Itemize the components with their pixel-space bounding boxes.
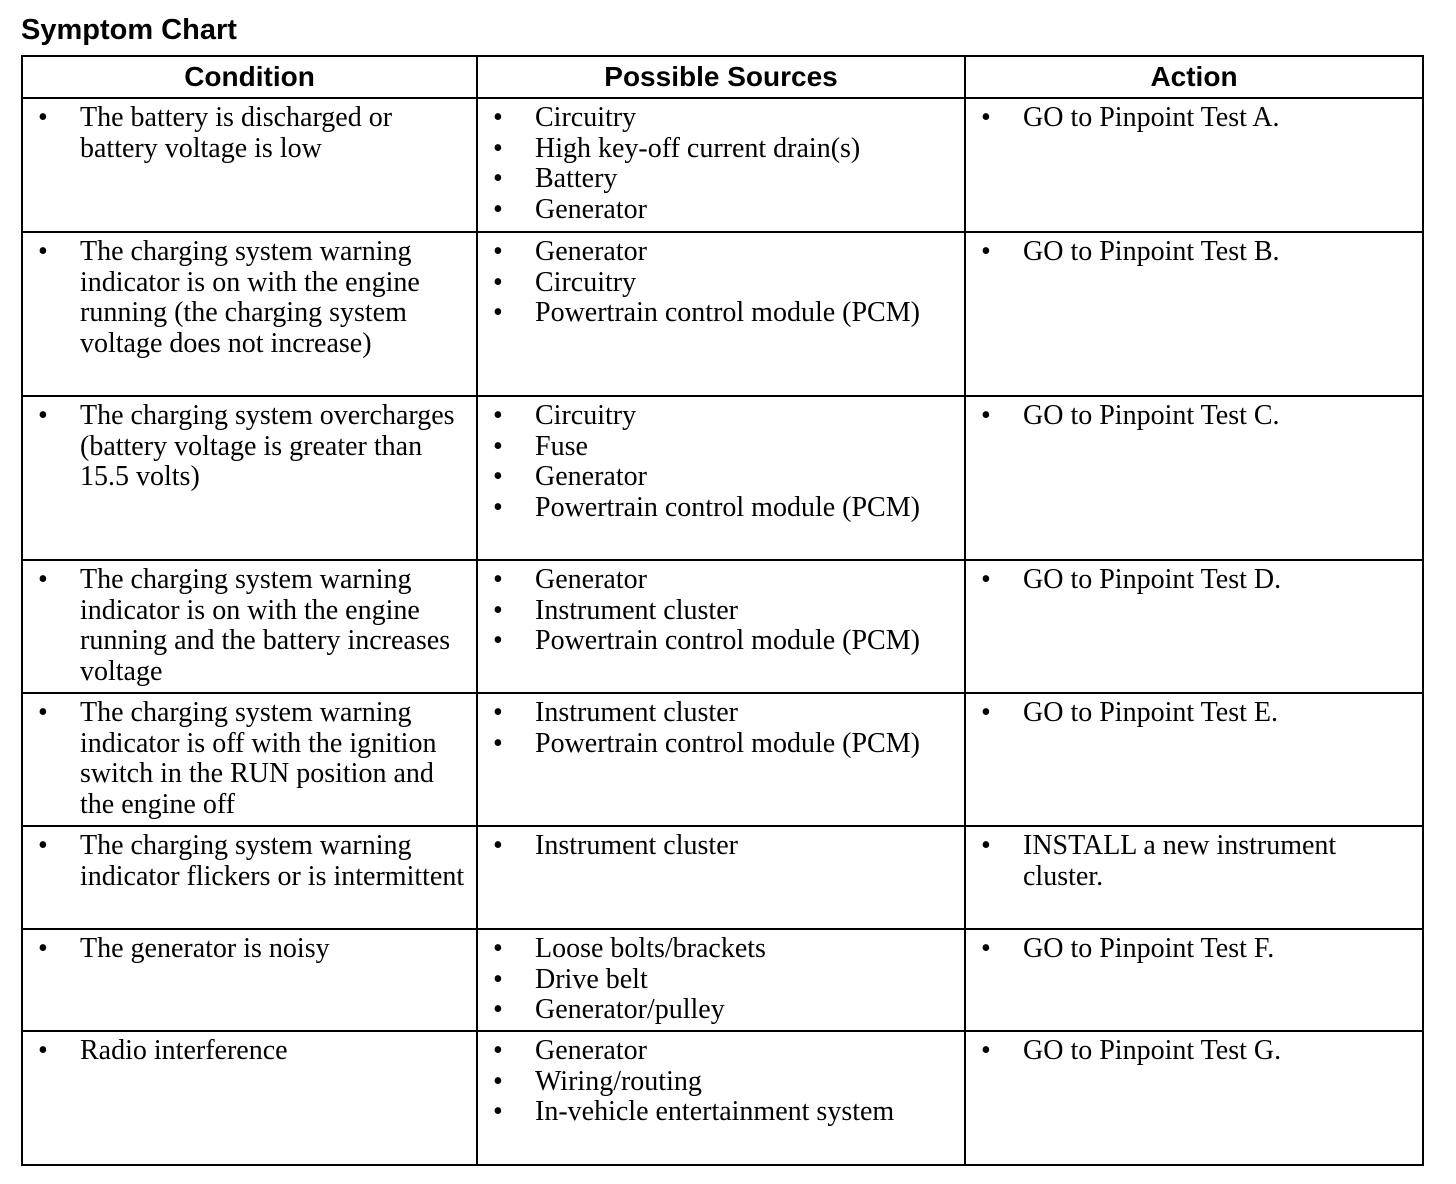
condition-item: [31, 401, 468, 493]
source-item: [486, 493, 956, 524]
sources-cell: [477, 396, 965, 560]
source-item: [486, 596, 956, 627]
bullet-icon: •: [493, 963, 503, 995]
condition-cell: [22, 232, 477, 396]
bullet-icon: •: [981, 1035, 991, 1066]
action-text: GO to Pinpoint Test B.: [1023, 236, 1280, 267]
condition-text: The battery is discharged or battery voltage is low: [80, 102, 393, 164]
condition-text: The charging system warning indicator is off with the ignition switch in the RUN position and the engine off: [80, 697, 437, 821]
source-item: [486, 934, 956, 965]
source-text: Circuitry: [535, 400, 637, 431]
action-cell: [965, 826, 1423, 929]
bullet-icon: •: [493, 266, 503, 298]
condition-item: [31, 934, 468, 965]
source-text: Instrument cluster: [535, 697, 738, 728]
column-header-possible-sources: Possible Sources: [477, 56, 965, 98]
source-text: Circuitry: [535, 266, 637, 298]
condition-item: [31, 565, 468, 688]
bullet-icon: •: [38, 102, 48, 133]
bullet-icon: •: [981, 830, 991, 861]
action-item: [974, 831, 1414, 892]
condition-item: [31, 237, 468, 360]
sources-cell: [477, 560, 965, 693]
source-item: [486, 698, 956, 729]
bullet-icon: •: [493, 697, 503, 728]
page-title: Symptom Chart: [21, 14, 237, 46]
source-item: [486, 995, 956, 1026]
source-item: [486, 965, 956, 996]
source-item: [486, 831, 956, 862]
source-text: Generator: [535, 236, 647, 267]
bullet-icon: •: [493, 492, 503, 524]
source-item: [486, 401, 956, 432]
condition-text: The charging system warning indicator is on with the engine running and the battery increases voltage: [80, 564, 451, 688]
source-text: Powertrain control module (PCM): [535, 727, 920, 759]
source-item: [486, 1036, 956, 1067]
source-text: Loose bolts/brackets: [535, 933, 766, 964]
source-text: Instrument cluster: [535, 830, 738, 861]
bullet-icon: •: [38, 400, 48, 431]
source-item: [486, 565, 956, 596]
bullet-icon: •: [38, 830, 48, 861]
source-item: [486, 298, 956, 329]
source-text: Battery: [535, 163, 618, 195]
action-text: INSTALL a new instrument cluster.: [1023, 830, 1337, 892]
symptom-chart-table: [21, 55, 1424, 1166]
condition-item: [31, 698, 468, 821]
source-item: [486, 1067, 956, 1098]
table-row: [22, 560, 1423, 693]
bullet-icon: •: [38, 933, 48, 964]
table-row: [22, 693, 1423, 826]
bullet-icon: •: [493, 297, 503, 329]
action-text: GO to Pinpoint Test C.: [1023, 400, 1280, 431]
source-text: Powertrain control module (PCM): [535, 625, 920, 657]
bullet-icon: •: [38, 697, 48, 728]
condition-text: The charging system warning indicator flickers or is intermittent: [80, 830, 465, 892]
action-cell: [965, 98, 1423, 232]
table-header-row: [22, 56, 1423, 98]
bullet-icon: •: [493, 564, 503, 595]
action-cell: [965, 560, 1423, 693]
bullet-icon: •: [981, 236, 991, 267]
column-header-action: Action: [965, 56, 1423, 98]
bullet-icon: •: [493, 461, 503, 493]
source-text: Instrument cluster: [535, 594, 738, 626]
sources-cell: [477, 826, 965, 929]
source-item: [486, 268, 956, 299]
condition-cell: [22, 693, 477, 826]
bullet-icon: •: [493, 1096, 503, 1128]
source-text: Drive belt: [535, 963, 648, 995]
source-text: Circuitry: [535, 102, 637, 133]
action-item: [974, 698, 1414, 729]
condition-cell: [22, 929, 477, 1031]
source-item: [486, 626, 956, 657]
source-item: [486, 195, 956, 226]
action-text: GO to Pinpoint Test F.: [1023, 933, 1275, 964]
table-row: [22, 826, 1423, 929]
bullet-icon: •: [981, 400, 991, 431]
condition-cell: [22, 396, 477, 560]
source-item: [486, 164, 956, 195]
condition-item: [31, 831, 468, 892]
source-text: In-vehicle entertainment system: [535, 1096, 895, 1128]
source-text: Powertrain control module (PCM): [535, 297, 920, 329]
source-text: Generator: [535, 461, 647, 493]
bullet-icon: •: [493, 194, 503, 226]
sources-cell: [477, 232, 965, 396]
action-cell: [965, 1031, 1423, 1165]
bullet-icon: •: [981, 697, 991, 728]
action-text: GO to Pinpoint Test A.: [1023, 102, 1280, 133]
table-row: [22, 232, 1423, 396]
source-item: [486, 237, 956, 268]
source-item: [486, 462, 956, 493]
bullet-icon: •: [493, 132, 503, 164]
source-item: [486, 103, 956, 134]
bullet-icon: •: [493, 236, 503, 267]
bullet-icon: •: [38, 1035, 48, 1066]
bullet-icon: •: [493, 163, 503, 195]
condition-cell: [22, 826, 477, 929]
bullet-icon: •: [493, 102, 503, 133]
source-item: [486, 729, 956, 760]
bullet-icon: •: [493, 430, 503, 462]
condition-text: The generator is noisy: [80, 933, 330, 964]
action-item: [974, 565, 1414, 596]
action-item: [974, 237, 1414, 268]
source-text: Generator/pulley: [535, 994, 725, 1026]
source-item: [486, 432, 956, 463]
bullet-icon: •: [38, 564, 48, 595]
source-item: [486, 1097, 956, 1128]
sources-cell: [477, 1031, 965, 1165]
bullet-icon: •: [493, 1065, 503, 1097]
action-item: [974, 934, 1414, 965]
sources-cell: [477, 929, 965, 1031]
source-text: Generator: [535, 194, 647, 226]
action-item: [974, 103, 1414, 134]
condition-cell: [22, 560, 477, 693]
condition-text: Radio interference: [80, 1035, 288, 1066]
source-item: [486, 134, 956, 165]
bullet-icon: •: [493, 994, 503, 1026]
bullet-icon: •: [493, 727, 503, 759]
source-text: Generator: [535, 564, 647, 595]
bullet-icon: •: [493, 625, 503, 657]
action-text: GO to Pinpoint Test D.: [1023, 564, 1282, 595]
source-text: Fuse: [535, 430, 588, 462]
table-row: [22, 98, 1423, 232]
action-item: [974, 1036, 1414, 1067]
bullet-icon: •: [493, 400, 503, 431]
sources-cell: [477, 693, 965, 826]
source-text: High key-off current drain(s): [535, 132, 861, 164]
condition-cell: [22, 98, 477, 232]
bullet-icon: •: [493, 830, 503, 861]
action-cell: [965, 693, 1423, 826]
condition-text: The charging system warning indicator is on with the engine running (the charging system voltage does not increase): [80, 236, 420, 360]
bullet-icon: •: [493, 1035, 503, 1066]
bullet-icon: •: [981, 564, 991, 595]
source-text: Powertrain control module (PCM): [535, 492, 920, 524]
source-text: Wiring/routing: [535, 1065, 702, 1097]
condition-text: The charging system overcharges (battery voltage is greater than 15.5 volts): [80, 400, 455, 493]
bullet-icon: •: [981, 933, 991, 964]
bullet-icon: •: [493, 933, 503, 964]
table-row: [22, 396, 1423, 560]
action-text: GO to Pinpoint Test G.: [1023, 1035, 1282, 1066]
condition-item: [31, 103, 468, 164]
condition-cell: [22, 1031, 477, 1165]
action-cell: [965, 396, 1423, 560]
table-row: [22, 929, 1423, 1031]
action-text: GO to Pinpoint Test E.: [1023, 697, 1278, 728]
action-cell: [965, 232, 1423, 396]
sources-cell: [477, 98, 965, 232]
condition-item: [31, 1036, 468, 1067]
bullet-icon: •: [981, 102, 991, 133]
action-item: [974, 401, 1414, 432]
bullet-icon: •: [493, 594, 503, 626]
action-cell: [965, 929, 1423, 1031]
bullet-icon: •: [38, 236, 48, 267]
column-header-condition: Condition: [22, 56, 477, 98]
source-text: Generator: [535, 1035, 647, 1066]
table-row: [22, 1031, 1423, 1165]
